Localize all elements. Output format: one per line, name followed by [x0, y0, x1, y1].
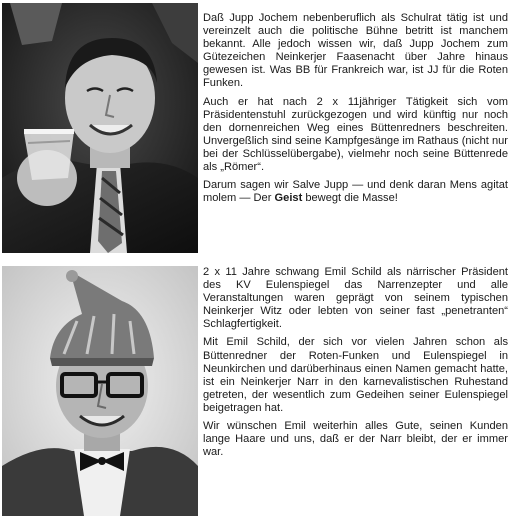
article2-paragraph-2: Mit Emil Schild, der sich vor vielen Jahren schon als Büttenredner der Roten-Funken und Eulenspiegel in Neunkirchen und darüberhinaus einen Namen gemacht hatte, ist ein Neinkerjer Narr in den karnevalistischen Ruhestand getreten, der wesentlich zum Gedeihen seiner Eulenspiegel beigetragen hat. [203, 336, 508, 414]
article1-paragraph-1: Daß Jupp Jochem nebenberuflich als Schulrat tätig ist und vereinzelt auch die politische Bühne betritt ist manchem bekannt. Alle jedoch wissen wir, daß Jupp Jochem zum Gütezeichen Neinkerjer Faasenacht über Jahre hinaus gewesen ist. Was BB für Frankreich war, ist JJ für die Roten Funken. [203, 12, 508, 90]
article-emil-schild [203, 266, 508, 464]
article-jupp-jochem [203, 12, 508, 210]
article1-p3-end: bewegt die Masse! [302, 192, 398, 205]
photo-jupp-jochem-image [2, 3, 198, 253]
photo-jupp-jochem [2, 3, 198, 253]
article1-p3-start: Darum sagen wir Salve Jupp — und denk daran Mens agitat molem — Der [203, 179, 508, 205]
article2-paragraph-3: Wir wünschen Emil weiterhin alles Gute, seinen Kunden lange Haare und uns, daß er der Narr bleibt, der er immer war. [203, 420, 508, 459]
article1-paragraph-3 [203, 179, 508, 205]
article1-paragraph-2: Auch er hat nach 2 x 11jähriger Tätigkeit sich vom Präsidentenstuhl zurückgezogen und wird künftig nur noch den dornenreichen Weg eines Büttenredners beschreiten. Unvergeßlich sind seine Kampfgesänge im Rathaus (nicht nur bei der Schlüsselübergabe), vielmehr noch seine Büttenrede als „Römer“. [203, 95, 508, 174]
article2-paragraph-1: 2 x 11 Jahre schwang Emil Schild als närrischer Präsident des KV Eulenspiegel das Narrenzepter und alle Veranstaltungen waren geprägt von seinem typischen Neinkerjer Witz oder lebten von seiner fast „penetranten“ Schlagfertigkeit. [203, 266, 508, 331]
photo-emil-schild-image [2, 266, 198, 516]
photo-emil-schild [2, 266, 198, 516]
article1-p3-bold: Geist [274, 192, 303, 205]
